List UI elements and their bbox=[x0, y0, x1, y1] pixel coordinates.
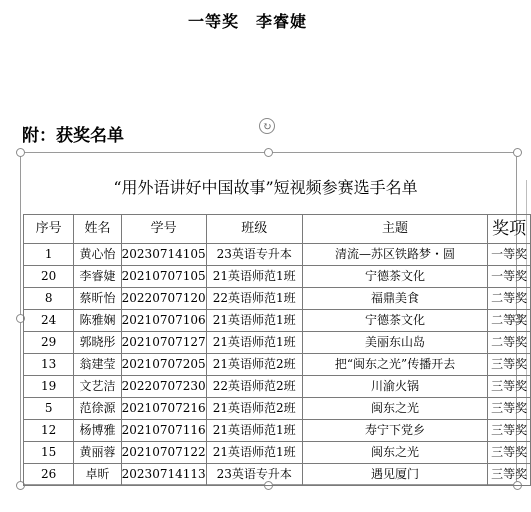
cell-name: 翁建莹 bbox=[74, 354, 121, 376]
cell-name: 文艺洁 bbox=[74, 376, 121, 398]
cell-award: 三等奖 bbox=[488, 442, 531, 464]
cell-class: 21英语师范2班 bbox=[206, 398, 302, 420]
table-row bbox=[24, 288, 531, 310]
resize-handle-top-middle[interactable] bbox=[264, 148, 273, 157]
cell-student-id: 20230714105 bbox=[121, 244, 206, 266]
cell-class: 21英语师范1班 bbox=[206, 310, 302, 332]
cell-topic: 寿宁下党乡 bbox=[302, 420, 488, 442]
cell-topic: 宁德茶文化 bbox=[302, 266, 488, 288]
cell-name: 郭晓彤 bbox=[74, 332, 121, 354]
cell-student-id: 20220707120 bbox=[121, 288, 206, 310]
table-row bbox=[24, 420, 531, 442]
cell-student-id: 20210707122 bbox=[121, 442, 206, 464]
cell-name: 陈雅娴 bbox=[74, 310, 121, 332]
cell-index: 8 bbox=[24, 288, 74, 310]
resize-handle-top-right[interactable] bbox=[513, 148, 522, 157]
cell-name: 卓昕 bbox=[74, 464, 121, 486]
cell-student-id: 20210707106 bbox=[121, 310, 206, 332]
column-header-name: 姓名 bbox=[74, 215, 121, 244]
cell-topic: 闽东之光 bbox=[302, 442, 488, 464]
column-header-index: 序号 bbox=[24, 215, 74, 244]
cell-award: 三等奖 bbox=[488, 398, 531, 420]
column-header-award: 奖项 bbox=[488, 215, 531, 244]
cell-topic: 闽东之光 bbox=[302, 398, 488, 420]
cell-student-id: 20210707127 bbox=[121, 332, 206, 354]
cell-name: 范徐源 bbox=[74, 398, 121, 420]
table-title: “用外语讲好中国故事”短视频参赛选手名单 bbox=[113, 178, 418, 197]
cell-award: 一等奖 bbox=[488, 266, 531, 288]
cell-topic: 把“闽东之光”传播开去 bbox=[302, 354, 488, 376]
table-row bbox=[24, 266, 531, 288]
column-header-class: 班级 bbox=[206, 215, 302, 244]
cell-name: 黄丽蓉 bbox=[74, 442, 121, 464]
cell-name: 杨博雅 bbox=[74, 420, 121, 442]
cell-topic: 福鼎美食 bbox=[302, 288, 488, 310]
cell-name: 黄心怡 bbox=[74, 244, 121, 266]
cell-award: 三等奖 bbox=[488, 420, 531, 442]
cell-class: 22英语师范2班 bbox=[206, 376, 302, 398]
cell-award: 三等奖 bbox=[488, 376, 531, 398]
cell-index: 24 bbox=[24, 310, 74, 332]
cell-index: 15 bbox=[24, 442, 74, 464]
cell-name: 李睿婕 bbox=[74, 266, 121, 288]
cell-topic: 宁德茶文化 bbox=[302, 310, 488, 332]
section-title: 附：获奖名单 bbox=[22, 126, 124, 146]
award-list-table bbox=[23, 214, 531, 486]
table-row bbox=[24, 442, 531, 464]
table-row bbox=[24, 464, 531, 486]
cell-topic: 遇见厦门 bbox=[302, 464, 488, 486]
cell-class: 21英语师范2班 bbox=[206, 354, 302, 376]
cell-class: 23英语专升本 bbox=[206, 244, 302, 266]
column-header-student-id: 学号 bbox=[121, 215, 206, 244]
cell-student-id: 20210707116 bbox=[121, 420, 206, 442]
cell-student-id: 20210707105 bbox=[121, 266, 206, 288]
column-header-topic: 主题 bbox=[302, 215, 488, 244]
cell-index: 1 bbox=[24, 244, 74, 266]
cell-class: 23英语专升本 bbox=[206, 464, 302, 486]
table-row bbox=[24, 354, 531, 376]
cell-index: 13 bbox=[24, 354, 74, 376]
cell-award: 二等奖 bbox=[488, 288, 531, 310]
cell-index: 26 bbox=[24, 464, 74, 486]
table-row bbox=[24, 398, 531, 420]
cell-award: 二等奖 bbox=[488, 310, 531, 332]
table-row bbox=[24, 244, 531, 266]
table-row bbox=[24, 332, 531, 354]
cell-index: 19 bbox=[24, 376, 74, 398]
cell-class: 22英语师范1班 bbox=[206, 288, 302, 310]
cell-student-id: 20220707230 bbox=[121, 376, 206, 398]
table-row bbox=[24, 310, 531, 332]
cell-student-id: 20210707216 bbox=[121, 398, 206, 420]
rotate-handle-icon[interactable]: ↻ bbox=[259, 118, 275, 134]
cell-award: 二等奖 bbox=[488, 332, 531, 354]
resize-handle-top-left[interactable] bbox=[16, 148, 25, 157]
cell-class: 21英语师范1班 bbox=[206, 442, 302, 464]
cell-class: 21英语师范1班 bbox=[206, 332, 302, 354]
cell-student-id: 20210707205 bbox=[121, 354, 206, 376]
cell-student-id: 20230714113 bbox=[121, 464, 206, 486]
table-row bbox=[24, 376, 531, 398]
cell-topic: 川渝火锅 bbox=[302, 376, 488, 398]
award-winner-heading: 一等奖 李睿婕 bbox=[188, 12, 308, 31]
cell-index: 29 bbox=[24, 332, 74, 354]
cell-topic: 清流—苏区铁路梦・圆 bbox=[302, 244, 488, 266]
cell-index: 20 bbox=[24, 266, 74, 288]
cell-name: 蔡昕怡 bbox=[74, 288, 121, 310]
cell-award: 三等奖 bbox=[488, 464, 531, 486]
cell-index: 5 bbox=[24, 398, 74, 420]
cell-award: 三等奖 bbox=[488, 354, 531, 376]
cell-index: 12 bbox=[24, 420, 74, 442]
cell-award: 一等奖 bbox=[488, 244, 531, 266]
cell-topic: 美丽东山岛 bbox=[302, 332, 488, 354]
cell-class: 21英语师范1班 bbox=[206, 266, 302, 288]
table-header-row bbox=[24, 215, 531, 244]
cell-class: 21英语师范1班 bbox=[206, 420, 302, 442]
